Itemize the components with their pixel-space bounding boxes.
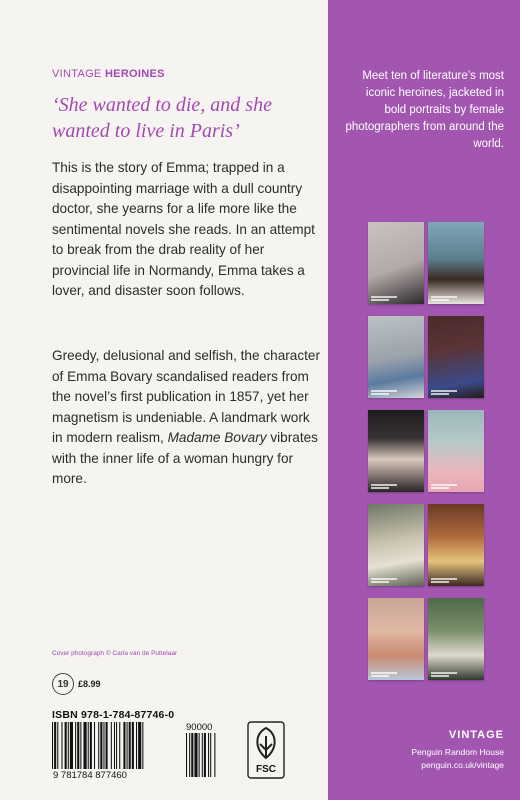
series-prefix: VINTAGE — [52, 68, 102, 80]
synopsis-paragraph-1: This is the story of Emma; trapped in a disappointing marriage with a dull country doctor, she yearns for a life more like the sentimental novels she reads. In an attempt to break from the drab reality of her provincial life in Normandy, Emma takes a lover, and disaster soon follows. — [52, 160, 315, 298]
age-rating-number: 19 — [57, 678, 69, 690]
fsc-tree-icon — [246, 720, 286, 780]
series-label — [52, 68, 165, 80]
fsc-logo — [246, 720, 286, 780]
vintage-logo: VINTAGE — [448, 729, 504, 741]
series-cover-9 — [368, 598, 424, 680]
barcode-digits: 9 781784 877460 — [53, 770, 127, 780]
series-cover-3 — [368, 316, 424, 398]
fsc-text: FSC — [256, 764, 276, 775]
series-blurb: Meet ten of literature’s most iconic heroines, jacketed in bold portraits by female photographers from around the world. — [345, 70, 504, 150]
series-cover-8 — [428, 504, 484, 586]
price: £8.99 — [78, 679, 101, 689]
series-cover-5 — [368, 410, 424, 492]
isbn-number: ISBN 978-1-784-87746-0 — [52, 709, 175, 721]
cover-photo-credit: Cover photograph © Carla van de Puttelaar — [52, 650, 178, 657]
series-side-panel — [328, 0, 520, 800]
synopsis-paragraph-2-start: Greedy, delusional and selfish, the character of Emma Bovary scandalised readers from the novel’s first publication in 1857, yet her magnetism is undeniable. A landmark work in modern realism, — [52, 348, 320, 445]
series-cover-6 — [428, 410, 484, 492]
book-title-italic: Madame Bovary — [167, 430, 267, 445]
synopsis-paragraph-2-end: vibrates with the inner life of a woman hungry for more. — [52, 430, 318, 486]
age-rating-icon — [52, 673, 74, 695]
barcode — [52, 722, 236, 780]
series-cover-10 — [428, 598, 484, 680]
series-cover-7 — [368, 504, 424, 586]
barcode-graphic — [52, 722, 236, 780]
barcode-addon-digits: 90000 — [186, 722, 213, 733]
series-cover-1 — [368, 222, 424, 304]
synopsis-paragraph-2 — [52, 346, 322, 490]
price-row — [52, 672, 101, 696]
pull-quote: ‘She wanted to die, and she wanted to live in Paris’ — [52, 94, 272, 142]
series-cover-2 — [428, 222, 484, 304]
publisher-url: penguin.co.uk/vintage — [421, 760, 504, 770]
publisher-name: Penguin Random House — [411, 747, 504, 757]
series-cover-4 — [428, 316, 484, 398]
series-name: HEROINES — [104, 68, 165, 80]
